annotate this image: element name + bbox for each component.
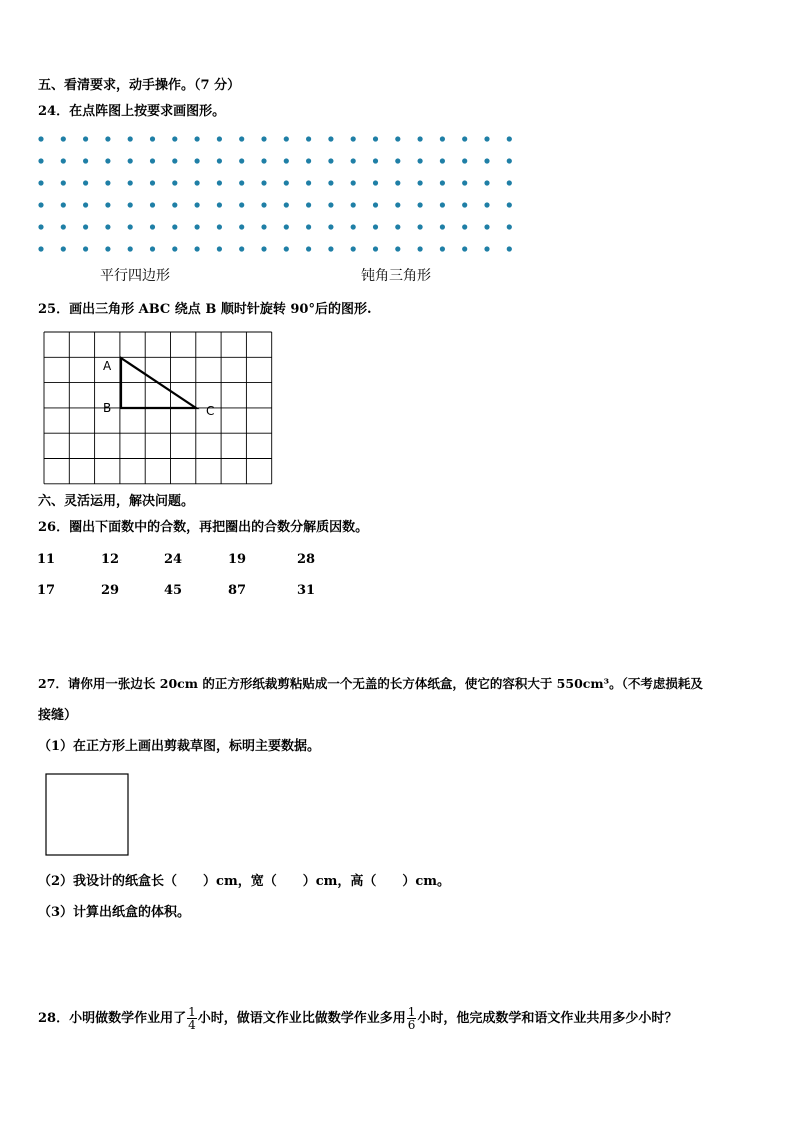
q27-part1: （1）在正方形上画出剪裁草图，标明主要数据。 bbox=[38, 739, 321, 754]
frac2-den: 6 bbox=[407, 1018, 416, 1032]
grid-dot bbox=[440, 136, 445, 141]
q26-num-2-2: 29 bbox=[101, 583, 120, 598]
grid-dot bbox=[373, 202, 378, 207]
grid-dot bbox=[105, 246, 110, 251]
grid-dot bbox=[83, 246, 88, 251]
grid-dot bbox=[462, 202, 467, 207]
grid-dot bbox=[395, 246, 400, 251]
grid-dot bbox=[83, 202, 88, 207]
grid-dot bbox=[351, 246, 356, 251]
grid-dot bbox=[351, 136, 356, 141]
section-6-title: 六、灵活运用，解决问题。 bbox=[38, 494, 195, 509]
grid-dot bbox=[284, 136, 289, 141]
grid-dot bbox=[261, 136, 266, 141]
grid-dot bbox=[105, 224, 110, 229]
grid-dot bbox=[462, 136, 467, 141]
grid-dot bbox=[150, 246, 155, 251]
grid-dot bbox=[150, 158, 155, 163]
grid-dot bbox=[83, 158, 88, 163]
grid-dot bbox=[462, 158, 467, 163]
grid-dot bbox=[105, 180, 110, 185]
grid-dot bbox=[195, 246, 200, 251]
grid-dot bbox=[38, 224, 43, 229]
grid-dot bbox=[373, 246, 378, 251]
grid-dot bbox=[105, 202, 110, 207]
grid-dot bbox=[38, 246, 43, 251]
grid-dot bbox=[284, 224, 289, 229]
grid-dot bbox=[195, 136, 200, 141]
grid-dot bbox=[128, 180, 133, 185]
fraction-one-sixth bbox=[407, 1006, 417, 1031]
grid-dot bbox=[507, 224, 512, 229]
q26-num-1-3: 24 bbox=[164, 552, 183, 567]
square-paper bbox=[46, 774, 128, 855]
grid-dot bbox=[328, 136, 333, 141]
grid-dot bbox=[61, 136, 66, 141]
q27-text-line1: 27．请你用一张边长 20cm 的正方形纸裁剪粘贴成一个无盖的长方体纸盒，使它的容积大于 550cm³。（不考虑损耗及 bbox=[38, 676, 703, 691]
grid-dot bbox=[83, 180, 88, 185]
grid-dot bbox=[172, 136, 177, 141]
grid-dot bbox=[195, 224, 200, 229]
grid-dot bbox=[395, 224, 400, 229]
q26-num-2-5: 31 bbox=[297, 583, 316, 598]
grid-dot bbox=[261, 202, 266, 207]
grid-dot bbox=[440, 224, 445, 229]
frac2-num: 1 bbox=[407, 1005, 416, 1019]
grid-dot bbox=[351, 224, 356, 229]
grid-dot bbox=[440, 180, 445, 185]
q28-part-a: 小明做数学作业用了 bbox=[69, 1011, 187, 1026]
grid-dot bbox=[395, 180, 400, 185]
grid-dot bbox=[61, 246, 66, 251]
grid-dot bbox=[507, 180, 512, 185]
grid-dot bbox=[150, 202, 155, 207]
grid-dot bbox=[128, 158, 133, 163]
grid-dot bbox=[306, 158, 311, 163]
grid-dot bbox=[239, 202, 244, 207]
grid-dot bbox=[507, 136, 512, 141]
grid-dot bbox=[328, 224, 333, 229]
grid-dot bbox=[418, 246, 423, 251]
grid-dot bbox=[239, 246, 244, 251]
grid-dot bbox=[172, 158, 177, 163]
grid-dot bbox=[83, 136, 88, 141]
grid-dot bbox=[150, 136, 155, 141]
grid-dot bbox=[239, 158, 244, 163]
grid-dot bbox=[440, 158, 445, 163]
grid-dot bbox=[418, 180, 423, 185]
grid-dot bbox=[462, 246, 467, 251]
point-c-label: C bbox=[206, 404, 215, 418]
q26-num-1-1: 11 bbox=[37, 552, 56, 567]
q25-text: 25．画出三角形 ABC 绕点 B 顺时针旋转 90°后的图形. bbox=[38, 302, 372, 317]
grid-dot bbox=[284, 158, 289, 163]
grid-dot bbox=[306, 180, 311, 185]
grid-dot bbox=[128, 136, 133, 141]
grid-dot bbox=[83, 224, 88, 229]
grid-dot bbox=[418, 158, 423, 163]
q28-prefix: 28． bbox=[38, 1011, 70, 1026]
grid-dot bbox=[440, 202, 445, 207]
grid-dot bbox=[484, 246, 489, 251]
point-b-label: B bbox=[103, 401, 112, 415]
grid-dot bbox=[217, 180, 222, 185]
grid-dot bbox=[284, 246, 289, 251]
grid-dot bbox=[61, 180, 66, 185]
grid-dot bbox=[217, 246, 222, 251]
q26-num-1-5: 28 bbox=[297, 552, 316, 567]
grid-dot bbox=[484, 180, 489, 185]
grid-dot bbox=[239, 224, 244, 229]
frac1-num: 1 bbox=[188, 1005, 196, 1019]
grid-dot bbox=[61, 158, 66, 163]
grid-dot bbox=[462, 224, 467, 229]
grid-dot bbox=[195, 202, 200, 207]
q26-num-2-1: 17 bbox=[37, 583, 56, 598]
grid-dot bbox=[373, 180, 378, 185]
grid-dot bbox=[373, 136, 378, 141]
grid-dot bbox=[217, 136, 222, 141]
grid-dot bbox=[128, 246, 133, 251]
label-obtuse-triangle: 钝角三角形 bbox=[361, 268, 431, 284]
grid-dot bbox=[38, 202, 43, 207]
point-a-label: A bbox=[103, 359, 112, 373]
grid-dot bbox=[128, 202, 133, 207]
grid-dot bbox=[105, 158, 110, 163]
grid-dot bbox=[484, 202, 489, 207]
frac1-den: 4 bbox=[188, 1018, 196, 1032]
grid-dot bbox=[395, 202, 400, 207]
grid-dot bbox=[150, 180, 155, 185]
grid-dot bbox=[217, 202, 222, 207]
grid-dot bbox=[284, 202, 289, 207]
grid-dot bbox=[261, 224, 266, 229]
grid-dot bbox=[261, 180, 266, 185]
grid-dot bbox=[440, 246, 445, 251]
grid-dot bbox=[306, 202, 311, 207]
q28-text bbox=[38, 1004, 677, 1034]
grid-dot bbox=[195, 180, 200, 185]
q26-num-1-4: 19 bbox=[228, 552, 247, 567]
grid-dot bbox=[418, 202, 423, 207]
grid-dot bbox=[172, 246, 177, 251]
grid-dot bbox=[61, 202, 66, 207]
q24-text: 24．在点阵图上按要求画图形。 bbox=[38, 104, 226, 119]
grid-dot bbox=[418, 224, 423, 229]
grid-dot bbox=[306, 224, 311, 229]
grid-dot bbox=[507, 202, 512, 207]
fraction-one-quarter bbox=[187, 1006, 197, 1031]
grid-dot bbox=[38, 158, 43, 163]
grid-dot bbox=[328, 246, 333, 251]
grid-dot bbox=[373, 158, 378, 163]
grid-dot bbox=[195, 158, 200, 163]
grid-dot bbox=[261, 246, 266, 251]
q26-num-2-3: 45 bbox=[164, 583, 183, 598]
grid-dot bbox=[284, 180, 289, 185]
q28-part-c: 小时，他完成数学和语文作业共用多少小时？ bbox=[417, 1011, 678, 1026]
q27-part3: （3）计算出纸盒的体积。 bbox=[38, 905, 191, 920]
grid-dot bbox=[418, 136, 423, 141]
dot-grid bbox=[38, 136, 512, 251]
grid-dot bbox=[306, 136, 311, 141]
grid-dot bbox=[484, 158, 489, 163]
q27-text-line2: 接缝） bbox=[38, 708, 78, 723]
grid-dot bbox=[172, 180, 177, 185]
grid-dot bbox=[239, 136, 244, 141]
grid-dot bbox=[239, 180, 244, 185]
grid-dot bbox=[328, 158, 333, 163]
grid-dot bbox=[395, 136, 400, 141]
grid-dot bbox=[217, 158, 222, 163]
grid-dot bbox=[150, 224, 155, 229]
grid-dot bbox=[306, 246, 311, 251]
grid-dot bbox=[217, 224, 222, 229]
section-5-title: 五、看清要求，动手操作。（7 分） bbox=[38, 78, 241, 93]
grid-dot bbox=[328, 180, 333, 185]
q26-text: 26．圈出下面数中的合数，再把圈出的合数分解质因数。 bbox=[38, 520, 369, 535]
grid-dot bbox=[172, 202, 177, 207]
grid-dot bbox=[484, 136, 489, 141]
grid-dot bbox=[395, 158, 400, 163]
grid-dot bbox=[61, 224, 66, 229]
grid-dot bbox=[373, 224, 378, 229]
grid-dot bbox=[351, 158, 356, 163]
grid-dot bbox=[351, 202, 356, 207]
grid-dot bbox=[507, 246, 512, 251]
grid-dot bbox=[261, 158, 266, 163]
label-parallelogram: 平行四边形 bbox=[100, 268, 170, 284]
grid-dot bbox=[38, 180, 43, 185]
grid-dot bbox=[105, 136, 110, 141]
grid-dot bbox=[38, 136, 43, 141]
grid-dot bbox=[462, 180, 467, 185]
grid-dot bbox=[328, 202, 333, 207]
grid-dot bbox=[507, 158, 512, 163]
q27-part2: （2）我设计的纸盒长（ ）cm，宽（ ）cm，高（ ）cm。 bbox=[38, 874, 451, 889]
q26-num-2-4: 87 bbox=[228, 583, 247, 598]
q28-part-b: 小时，做语文作业比做数学作业多用 bbox=[197, 1011, 406, 1026]
grid-dot bbox=[351, 180, 356, 185]
grid-dot bbox=[484, 224, 489, 229]
q26-num-1-2: 12 bbox=[101, 552, 120, 567]
grid-dot bbox=[128, 224, 133, 229]
grid-dot bbox=[172, 224, 177, 229]
